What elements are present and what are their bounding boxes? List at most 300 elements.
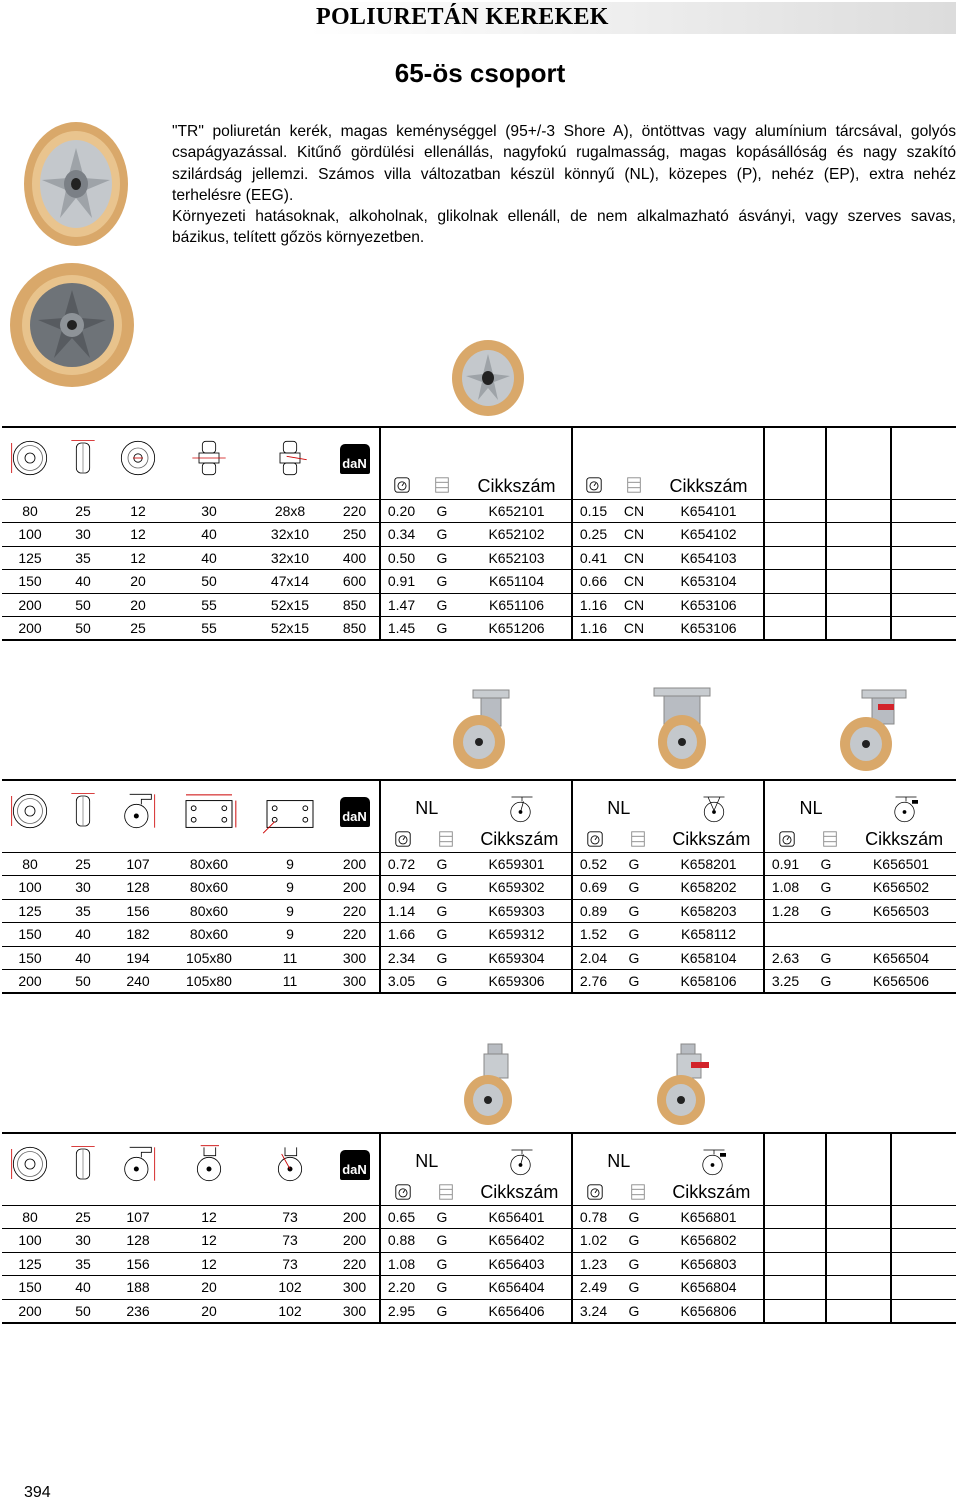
cikkszam-header: Cikkszám [672, 1181, 751, 1202]
offset-caster-icon [250, 1133, 330, 1205]
spec-table-2 [2, 779, 956, 994]
hub-length-icon [168, 427, 250, 499]
table-cell: 9 [250, 852, 330, 876]
table-cell: 102 [250, 1276, 330, 1300]
table-cell: K658112 [654, 923, 764, 947]
table-cell: CN [614, 570, 654, 594]
empty-cell [891, 523, 956, 547]
brake-caster-icon [891, 794, 921, 824]
table-cell: 0.91 [380, 570, 422, 594]
plate-bolt-hole-icon [250, 780, 330, 852]
table-cell: 240 [108, 970, 168, 994]
table-cell: G [614, 946, 654, 970]
table-cell: 40 [58, 1276, 108, 1300]
table-cell: 9 [250, 923, 330, 947]
bolt-hole-brake-caster-photo [651, 1042, 723, 1126]
table-cell: 220 [330, 923, 380, 947]
table-cell: CN [614, 593, 654, 617]
table-cell: 250 [330, 523, 380, 547]
table-cell: 2.49 [572, 1276, 614, 1300]
table-cell: G [422, 617, 462, 641]
scale-icon [394, 1183, 412, 1201]
bearing-icon [437, 1183, 455, 1201]
table-cell: 850 [330, 617, 380, 641]
table-cell: 52x15 [250, 617, 330, 641]
table-cell: K652102 [462, 523, 572, 547]
empty-cell [764, 1229, 826, 1253]
table-cell: K652103 [462, 546, 572, 570]
table-cell: 12 [108, 546, 168, 570]
empty-cell [764, 1205, 826, 1229]
table-cell: 0.69 [572, 876, 614, 900]
fixed-caster-photo [642, 686, 724, 770]
table-cell: 850 [330, 593, 380, 617]
empty-cell [764, 617, 826, 641]
table-row [2, 593, 956, 617]
empty-cell [891, 499, 956, 523]
table-cell: K654101 [654, 499, 764, 523]
intro-text [172, 121, 956, 249]
table-cell [846, 923, 956, 947]
table-cell: 2.95 [380, 1299, 422, 1323]
table-row [2, 899, 956, 923]
table-cell: 80 [2, 1205, 58, 1229]
table-cell: G [422, 876, 462, 900]
empty-cell [764, 570, 826, 594]
table-cell [806, 923, 846, 947]
table-cell: 1.08 [764, 876, 806, 900]
table-cell: 1.45 [380, 617, 422, 641]
table-cell: 0.89 [572, 899, 614, 923]
empty-header [764, 427, 826, 499]
table-cell: K656404 [462, 1276, 572, 1300]
empty-cell [826, 617, 891, 641]
table-cell: 80 [2, 852, 58, 876]
table-cell: 0.20 [380, 499, 422, 523]
empty-header [891, 1133, 956, 1205]
table-cell: K656803 [654, 1252, 764, 1276]
table-cell: 20 [168, 1276, 250, 1300]
table-cell: 52x15 [250, 593, 330, 617]
table-cell: K656506 [846, 970, 956, 994]
table-cell: 12 [168, 1252, 250, 1276]
cast-iron-wheel-photo [6, 260, 138, 390]
nl-label: NL [415, 1151, 439, 1171]
table-cell: 2.76 [572, 970, 614, 994]
table-cell: K659303 [462, 899, 572, 923]
table-cell: 12 [108, 523, 168, 547]
table-cell: K652101 [462, 499, 572, 523]
empty-cell [764, 593, 826, 617]
table-cell: K653104 [654, 570, 764, 594]
table-cell: 182 [108, 923, 168, 947]
table-row [2, 523, 956, 547]
empty-cell [891, 1276, 956, 1300]
table-cell: 73 [250, 1252, 330, 1276]
nl-label: NL [799, 798, 823, 818]
table-cell: 28x8 [250, 499, 330, 523]
table-cell: 80x60 [168, 899, 250, 923]
table-cell: 3.05 [380, 970, 422, 994]
table-cell: 2.20 [380, 1276, 422, 1300]
empty-cell [826, 593, 891, 617]
table-cell: 125 [2, 899, 58, 923]
swivel-caster-icon [507, 1147, 537, 1177]
table-cell: 100 [2, 876, 58, 900]
brake-caster-photo [832, 688, 914, 772]
nl-brake-header [572, 1133, 764, 1205]
table-cell: 20 [108, 593, 168, 617]
table-cell: 1.08 [380, 1252, 422, 1276]
table-cell: 236 [108, 1299, 168, 1323]
table-cell: 30 [58, 1229, 108, 1253]
table-cell: 20 [168, 1299, 250, 1323]
wheel-front-icon [2, 427, 58, 499]
scale-icon [778, 830, 796, 848]
table-cell: K656501 [846, 852, 956, 876]
table-cell: 125 [2, 1252, 58, 1276]
table-cell: 20 [108, 570, 168, 594]
table-cell: 55 [168, 593, 250, 617]
table-cell: 40 [168, 546, 250, 570]
table-cell: G [422, 852, 462, 876]
table-cell: G [806, 876, 846, 900]
load-weight-icon [330, 780, 380, 852]
table-cell: K656806 [654, 1299, 764, 1323]
table-row [2, 1276, 956, 1300]
table-cell: 73 [250, 1205, 330, 1229]
table-cell: 9 [250, 876, 330, 900]
empty-cell [764, 523, 826, 547]
empty-cell [826, 570, 891, 594]
table-cell: G [614, 1205, 654, 1229]
intro-paragraph-1: "TR" poliuretán kerék, magas keménységgel (95+/-3 Shore A), öntöttvas vagy alumínium tárcsával, golyós csapágyazással. Kitűnő gördülési ellenállás, nagyfokú rugalmasság, magas kopásállóság és nagy szakító szilárdság jellemzi. Számos villa változatban készül könnyű (NL), közepes (P), nehéz (EP), extra nehéz terhelésre (EEG). [172, 123, 956, 204]
dan-label: daN [340, 444, 370, 474]
table-cell: 0.78 [572, 1205, 614, 1229]
page-title: POLIURETÁN KEREKEK [316, 4, 609, 30]
table-cell: 40 [58, 570, 108, 594]
table-cell: G [422, 1252, 462, 1276]
table-cell: 107 [108, 1205, 168, 1229]
table-cell: 25 [108, 617, 168, 641]
empty-cell [764, 1276, 826, 1300]
aluminium-wheel-photo [18, 118, 136, 250]
scale-icon [586, 1183, 604, 1201]
table-cell: CN [614, 546, 654, 570]
table-cell: 200 [330, 876, 380, 900]
bolt-hole-caster-icon [168, 1133, 250, 1205]
table-row [2, 499, 956, 523]
table-cell: 200 [330, 1229, 380, 1253]
table-cell: G [614, 876, 654, 900]
table-cell: G [422, 1229, 462, 1253]
table-cell: 3.25 [764, 970, 806, 994]
table-cell: 156 [108, 899, 168, 923]
table-cell: 30 [168, 499, 250, 523]
bearing-icon [629, 1183, 647, 1201]
table-cell: 300 [330, 1276, 380, 1300]
empty-header [891, 427, 956, 499]
table-cell: K653106 [654, 617, 764, 641]
table-cell: 1.52 [572, 923, 614, 947]
cikkszam-header: Cikkszám [462, 427, 572, 499]
table-cell: G [806, 970, 846, 994]
wheel-front-icon [2, 1133, 58, 1205]
table-cell: 50 [168, 570, 250, 594]
table-cell: G [422, 523, 462, 547]
nl-swivel-header [380, 1133, 572, 1205]
table-cell: 1.16 [572, 593, 614, 617]
table-cell: 1.16 [572, 617, 614, 641]
table-cell: K656503 [846, 899, 956, 923]
table-cell: 0.50 [380, 546, 422, 570]
table-cell: 300 [330, 946, 380, 970]
table-cell: 150 [2, 946, 58, 970]
table-cell: 107 [108, 852, 168, 876]
bearing-icon [422, 427, 462, 499]
table-cell: 128 [108, 876, 168, 900]
table-cell: K654102 [654, 523, 764, 547]
table-cell: K656402 [462, 1229, 572, 1253]
empty-cell [891, 617, 956, 641]
table-cell: 0.25 [572, 523, 614, 547]
cikkszam-header: Cikkszám [480, 1181, 559, 1202]
table-cell: G [614, 899, 654, 923]
table-cell: G [614, 923, 654, 947]
bearing-icon [437, 830, 455, 848]
empty-cell [764, 546, 826, 570]
table-cell: 300 [330, 1299, 380, 1323]
table-cell [764, 923, 806, 947]
table-cell: K651104 [462, 570, 572, 594]
spec-table-3 [2, 1132, 956, 1324]
table-cell: 156 [108, 1252, 168, 1276]
table-cell: G [422, 546, 462, 570]
table-cell: K658201 [654, 852, 764, 876]
table-cell: K659306 [462, 970, 572, 994]
empty-cell [891, 546, 956, 570]
table-cell: G [422, 499, 462, 523]
table-cell: 47x14 [250, 570, 330, 594]
plate-size-icon [168, 780, 250, 852]
table-cell: 1.14 [380, 899, 422, 923]
table-cell: 0.52 [572, 852, 614, 876]
table-cell: 32x10 [250, 546, 330, 570]
table-cell: K656504 [846, 946, 956, 970]
scale-icon [586, 830, 604, 848]
empty-header [826, 1133, 891, 1205]
bolt-hole-swivel-caster-photo [458, 1042, 530, 1126]
table-cell: G [422, 593, 462, 617]
table-cell: 55 [168, 617, 250, 641]
table-cell: 0.94 [380, 876, 422, 900]
table-cell: 194 [108, 946, 168, 970]
table-cell: 32x10 [250, 523, 330, 547]
table-cell: G [614, 852, 654, 876]
empty-cell [891, 593, 956, 617]
table-cell: 12 [168, 1205, 250, 1229]
scale-icon [394, 830, 412, 848]
table-cell: K658104 [654, 946, 764, 970]
table-cell: 220 [330, 899, 380, 923]
empty-cell [826, 1276, 891, 1300]
empty-cell [826, 546, 891, 570]
table-cell: K658203 [654, 899, 764, 923]
table-cell: 200 [2, 1299, 58, 1323]
table-cell: 1.02 [572, 1229, 614, 1253]
dan-label: daN [340, 1150, 370, 1180]
table-cell: K659301 [462, 852, 572, 876]
table-row [2, 876, 956, 900]
table-cell: 100 [2, 1229, 58, 1253]
cikkszam-header: Cikkszám [654, 427, 764, 499]
caster-height-icon [108, 780, 168, 852]
empty-cell [764, 1299, 826, 1323]
empty-cell [826, 499, 891, 523]
table-cell: 105x80 [168, 946, 250, 970]
table-cell: 100 [2, 523, 58, 547]
table-cell: 0.88 [380, 1229, 422, 1253]
table-cell: CN [614, 617, 654, 641]
table-cell: 220 [330, 499, 380, 523]
nl-swivel-header [380, 780, 572, 852]
intro-paragraph-2: Környezeti hatásoknak, alkoholnak, glikolnak ellenáll, de nem alkalmazható ásványi, vagy szerves savas, bázikus, telített gőzös környezetben. [172, 208, 956, 247]
table-cell: K659302 [462, 876, 572, 900]
swivel-caster-icon [507, 794, 537, 824]
table-cell: 0.41 [572, 546, 614, 570]
table-cell: K656804 [654, 1276, 764, 1300]
empty-header [826, 427, 891, 499]
table-cell: G [422, 570, 462, 594]
table-cell: 50 [58, 593, 108, 617]
table-row [2, 1299, 956, 1323]
table-cell: 35 [58, 899, 108, 923]
table-cell: G [614, 1276, 654, 1300]
empty-cell [891, 1229, 956, 1253]
table-cell: 50 [58, 1299, 108, 1323]
spec-table-1 [2, 426, 956, 641]
table-cell: 40 [168, 523, 250, 547]
table-cell: 80 [2, 499, 58, 523]
table-cell: 12 [108, 499, 168, 523]
caster-height-icon [108, 1133, 168, 1205]
nl-fixed-header [572, 780, 764, 852]
table-cell: G [422, 899, 462, 923]
table-cell: 0.91 [764, 852, 806, 876]
table-cell: 2.04 [572, 946, 614, 970]
table-cell: K656406 [462, 1299, 572, 1323]
table-cell: G [422, 923, 462, 947]
empty-cell [891, 570, 956, 594]
table-cell: 188 [108, 1276, 168, 1300]
table-cell: 30 [58, 523, 108, 547]
table-cell: 30 [58, 876, 108, 900]
nl-label: NL [607, 1151, 631, 1171]
table-cell: CN [614, 523, 654, 547]
table-cell: 1.23 [572, 1252, 614, 1276]
table-row [2, 1252, 956, 1276]
table-row [2, 946, 956, 970]
wheel-width-icon [58, 780, 108, 852]
empty-cell [826, 1299, 891, 1323]
table-row [2, 617, 956, 641]
table-cell: G [614, 970, 654, 994]
table-cell: 128 [108, 1229, 168, 1253]
table-cell: G [806, 899, 846, 923]
table-cell: 9 [250, 899, 330, 923]
table-cell: K654103 [654, 546, 764, 570]
table-row [2, 1229, 956, 1253]
table-cell: 600 [330, 570, 380, 594]
table-cell: CN [614, 499, 654, 523]
table-cell: 125 [2, 546, 58, 570]
table-cell: 0.34 [380, 523, 422, 547]
empty-cell [826, 523, 891, 547]
cikkszam-header: Cikkszám [672, 828, 751, 849]
nl-label: NL [607, 798, 631, 818]
table-cell: 50 [58, 970, 108, 994]
table-cell: G [422, 946, 462, 970]
table-cell: 11 [250, 946, 330, 970]
page-number: 394 [24, 1484, 51, 1501]
table-cell: K651206 [462, 617, 572, 641]
table-row [2, 970, 956, 994]
brake-caster-icon [699, 1147, 729, 1177]
table-cell: 150 [2, 570, 58, 594]
table-row [2, 923, 956, 947]
cikkszam-header: Cikkszám [480, 828, 559, 849]
table-cell: 102 [250, 1299, 330, 1323]
empty-cell [826, 1229, 891, 1253]
bearing-icon [614, 427, 654, 499]
table-cell: K658106 [654, 970, 764, 994]
table-cell: 12 [168, 1229, 250, 1253]
table-cell: K656403 [462, 1252, 572, 1276]
table-cell: K659304 [462, 946, 572, 970]
table-cell: 40 [58, 946, 108, 970]
wheel-front-icon [2, 780, 58, 852]
table-cell: 200 [2, 617, 58, 641]
table-cell: 25 [58, 499, 108, 523]
empty-cell [764, 499, 826, 523]
table-cell: 73 [250, 1229, 330, 1253]
axle-bore-icon [250, 427, 330, 499]
bearing-icon [821, 830, 839, 848]
table-cell: 200 [330, 1205, 380, 1229]
table-cell: 200 [2, 593, 58, 617]
table-cell: 300 [330, 970, 380, 994]
nl-label: NL [415, 798, 439, 818]
table-cell: 3.24 [572, 1299, 614, 1323]
table-cell: K658202 [654, 876, 764, 900]
table-cell: 0.66 [572, 570, 614, 594]
table-cell: 25 [58, 852, 108, 876]
empty-header [764, 1133, 826, 1205]
table-cell: 25 [58, 1205, 108, 1229]
table-cell: 80x60 [168, 852, 250, 876]
table-cell: 80x60 [168, 923, 250, 947]
table-cell: 1.66 [380, 923, 422, 947]
bearing-icon [629, 830, 647, 848]
load-weight-icon [330, 1133, 380, 1205]
table-cell: K651106 [462, 593, 572, 617]
table-cell: 220 [330, 1252, 380, 1276]
fixed-caster-icon [699, 794, 729, 824]
table-cell: 1.47 [380, 593, 422, 617]
empty-cell [826, 1252, 891, 1276]
table-cell: K656801 [654, 1205, 764, 1229]
table-cell: 35 [58, 1252, 108, 1276]
